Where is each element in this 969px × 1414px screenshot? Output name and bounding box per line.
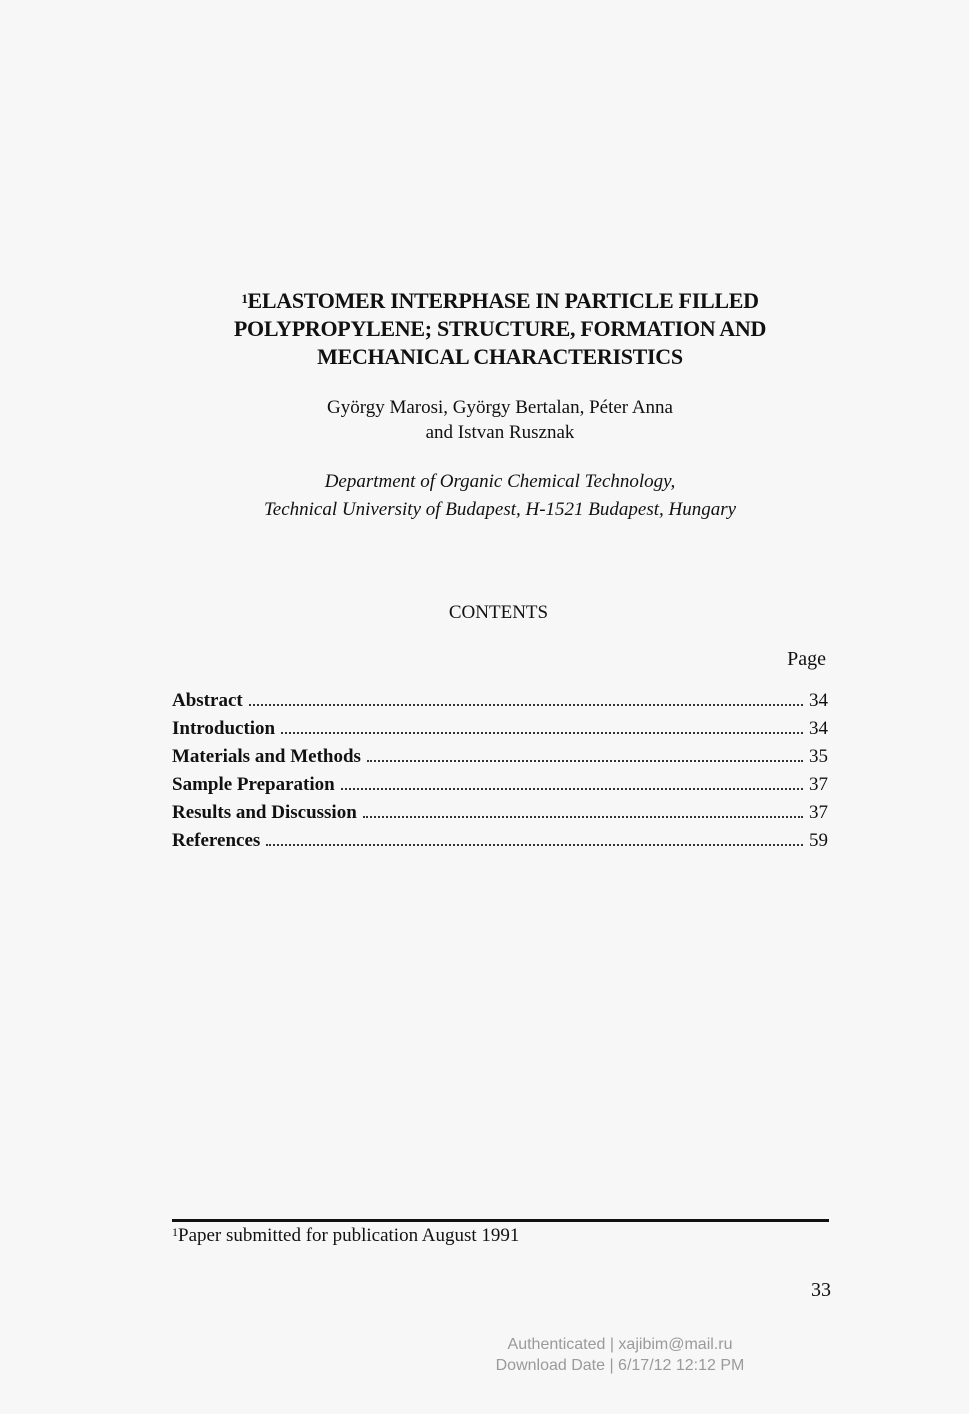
toc-leader-dots <box>363 815 803 818</box>
toc-entry <box>172 802 828 830</box>
toc-leader-dots <box>281 731 803 734</box>
title-line-1 <box>150 287 850 315</box>
title-line-2: POLYPROPYLENE; STRUCTURE, FORMATION AND <box>233 316 767 341</box>
footnote-marker: 1 <box>172 1225 178 1239</box>
footnote-divider <box>172 1219 829 1222</box>
toc-leader-dots <box>341 787 803 790</box>
author-list <box>200 395 800 445</box>
table-of-contents <box>172 690 828 858</box>
affiliation-line-2: Technical University of Budapest, H-1521 Budapest, Hungary <box>263 499 737 520</box>
toc-entry-label: Materials and Methods <box>172 746 361 767</box>
toc-page-label: Page <box>787 648 826 670</box>
toc-entry <box>172 830 828 858</box>
toc-entry-page: 37 <box>809 774 828 795</box>
toc-entry-page: 59 <box>809 830 828 851</box>
affiliation <box>150 468 850 524</box>
footnote-text: Paper submitted for publication August 1991 <box>178 1225 520 1246</box>
contents-heading: CONTENTS <box>448 602 549 623</box>
title-line-3: MECHANICAL CHARACTERISTICS <box>317 344 683 369</box>
page-number: 33 <box>811 1279 831 1301</box>
toc-leader-dots <box>249 703 803 706</box>
download-watermark <box>420 1334 820 1376</box>
watermark-line-2: Download Date | 6/17/12 12:12 PM <box>495 1357 745 1374</box>
authors-line-1: György Marosi, György Bertalan, Péter Anna <box>327 397 673 418</box>
toc-entry <box>172 746 828 774</box>
authors-line-2: and Istvan Rusznak <box>425 422 575 443</box>
toc-entry <box>172 774 828 802</box>
toc-entry <box>172 690 828 718</box>
footnote <box>172 1225 519 1247</box>
watermark-line-1: Authenticated | xajibim@mail.ru <box>507 1336 733 1353</box>
toc-leader-dots <box>367 759 803 762</box>
toc-entry <box>172 718 828 746</box>
toc-entry-label: Abstract <box>172 690 243 711</box>
affiliation-line-1: Department of Organic Chemical Technology, <box>324 471 676 492</box>
toc-entry-page: 34 <box>809 718 828 739</box>
toc-entry-label: Results and Discussion <box>172 802 357 823</box>
title-footnote-marker: 1 <box>241 291 248 306</box>
toc-entry-page: 37 <box>809 802 828 823</box>
toc-entry-label: References <box>172 830 261 851</box>
paper-title <box>150 287 850 371</box>
title-line-1-text: ELASTOMER INTERPHASE IN PARTICLE FILLED <box>247 288 759 313</box>
toc-leader-dots <box>266 843 803 846</box>
toc-entry-label: Sample Preparation <box>172 774 335 795</box>
toc-entry-label: Introduction <box>172 718 276 739</box>
toc-entry-page: 34 <box>809 690 828 711</box>
toc-entry-page: 35 <box>809 746 828 767</box>
